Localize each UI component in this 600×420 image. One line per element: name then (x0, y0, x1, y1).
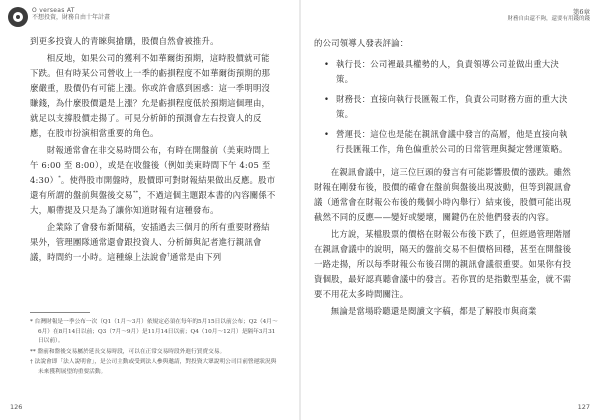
page-number-right: 127 (577, 403, 590, 411)
paragraph: 無論是當場聆聽還是閱讀文字稿，都是了解股市與商業 (330, 306, 537, 316)
publisher-logo-icon (8, 7, 28, 27)
list-item-text: 財務長：直接向執行長匯報工作，負責公司財務方面的重大決策。 (336, 94, 568, 119)
paragraph: 相反地，如果公司的獲利不如華爾街預期，這時股價就可能下跌。但有時某公司營收上一季的虧損程度不如華爾街預期的那麼嚴重，股價仍有可能上漲。你或許會感到困惑：這一季明明沒賺錢，為什麼股價還是上漲？允是虧損程度低於預期這個理由，就足以支撐股價走揚了。可見分析師的預測會左右投資人的反應，在股市扮演相當重要的角色。 (30, 53, 271, 138)
footnote-marker: * (58, 175, 61, 182)
paragraph: 在親訊會議中，這三位巨頭的發言有可能影響股價的漲跌。雖然財報在剛發布後，股價的確會在盤前與盤後出現波動，但等到親訊會議（通常會在財報公布後的幾個小時內舉行）結束後，股價可能出現截然不同的反應——變好或變壞，關鍵仍在於他們發表的內容。 (314, 167, 572, 222)
list-item (324, 57, 576, 87)
paragraph-text: 通常是由下列 (169, 252, 222, 262)
list-item-text: 營運長：這位也是能在親訊會議中發言的高層，他是直接向執行長匯報工作，角色偏重於公司的日常管理與擬定營運策略。 (336, 129, 568, 154)
executive-list (324, 57, 576, 157)
paragraph (30, 220, 278, 265)
right-page (300, 0, 600, 420)
footnote-marker: † (167, 252, 170, 259)
header-brand: O verseas AT (32, 7, 75, 14)
left-body-text (30, 34, 278, 267)
footnote: * 台灣財報是一季公布一次（Q1（1月～3月）依規定必須在每年的5月15日以前公布；Q2（4月～6月）在8月14日以前；Q3（7月～9月）是11月14日以前；Q4（10月～12月）是隔年3月31日以前）。 (30, 319, 278, 344)
page-number-left: 126 (10, 403, 23, 411)
bullet-icon: • (324, 129, 330, 139)
paragraph: 到更多投資人的青睞與搶購，股價自然會被推升。 (30, 36, 219, 46)
paragraph: 比方說，某檔股票的價格在財報公布後下跌了，但經過管理階層在親訊會議中的說明，隔天的盤前交易不但價格回穩，甚至在開盤後一路走揚，所以每季財報公布後召開的親訊會議很重要。如果你有投資個股，最好認真聽會議中的發言。若你買的是指數型基金，就不需要不用花太多時間關注。 (314, 229, 572, 299)
paragraph (30, 143, 278, 218)
header-chapter-title: 財務自由還不夠，還要有用錢的錢 (507, 16, 590, 23)
list-item (324, 127, 576, 157)
running-header-right (507, 8, 590, 24)
paragraph-text: 財報通常會在非交易時間公布，有時在開盤前（美東時間上午 6:00 至 8:00），或是在收盤後（例如美東時間下午 4:05 至 4:30） (30, 145, 271, 185)
paragraph-text: ，不過這個主題跟本書的內容關係不大，順帶提及只是為了讓你知道財報有這種發布。 (30, 190, 276, 215)
list-item (324, 92, 576, 122)
header-book-title: 不想投資，財務自由十年計畫 (32, 14, 111, 22)
list-item-text: 執行長：公司裡最具權勢的人，負責領導公司並做出重大決策。 (336, 59, 559, 84)
footnote: ** 盤前和盤後交易屬於延長交易時段，可以在正常交易時段外進行買賣交易。 (30, 348, 226, 355)
footnote-divider (30, 312, 90, 313)
paragraph: 的公司領導人發表評論： (314, 38, 409, 48)
paragraph-text: 企業除了會發布新聞稿，安插過去三個月的所有重要財務結果外，管理團隊通常還會跟投資人、分析師與記者進行親訊會議，時間約一小時。這種線上法說會 (30, 222, 270, 262)
footnote: † 法說會即「法人說明會」，是公司主動或受到法人參與邀請，對投資大眾說明公司目前營運狀況與未來獲利展望的重要活動。 (30, 359, 277, 375)
paragraph-text: 。使得股市開盤時，股價即可對財報結果做出反應。股市還有所謂的盤前與盤後交易 (30, 175, 276, 200)
running-header-left (8, 7, 110, 27)
bullet-icon: • (324, 59, 330, 69)
right-body-text (314, 36, 576, 321)
header-chapter: 第6章 (572, 8, 590, 16)
footnote-marker: ** (132, 190, 139, 197)
footnotes (30, 318, 278, 378)
bullet-icon: • (324, 94, 330, 104)
